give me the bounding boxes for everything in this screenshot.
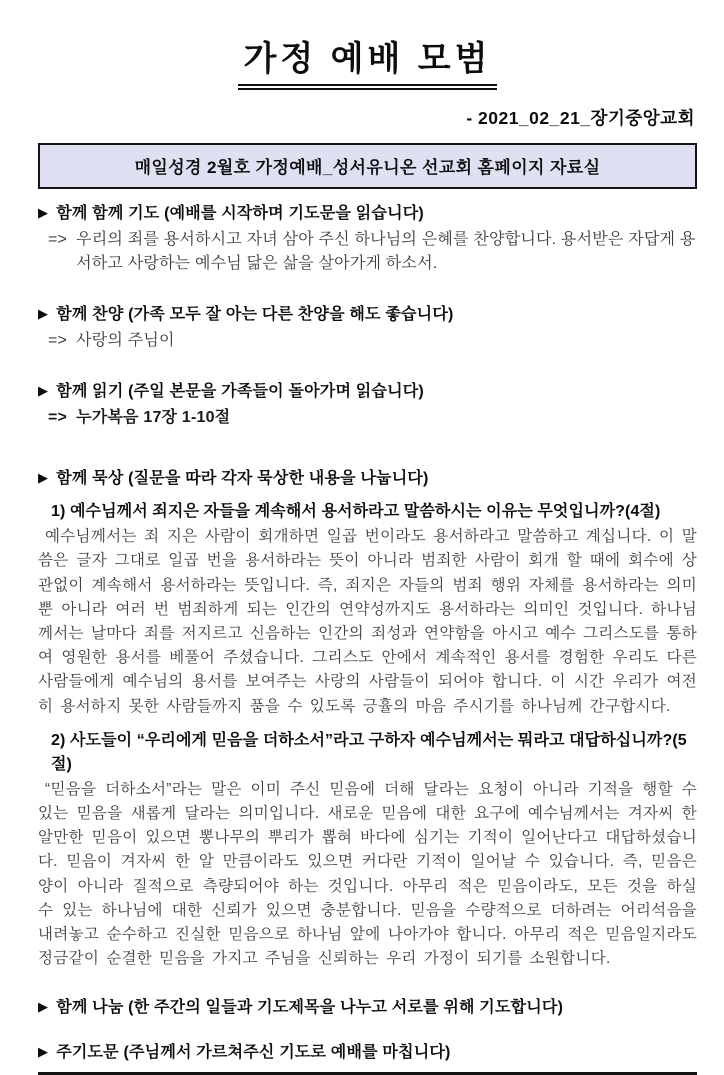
meditation-question-1: 1) 예수님께서 죄지은 자들을 계속해서 용서하라고 말씀하시는 이유는 무엇입니까?(4절): [51, 503, 661, 521]
section-heading-sharing: [38, 996, 697, 1020]
section-heading-prayer-text: 함께 함께 기도 (예배를 시작하며 기도문을 읽습니다): [56, 205, 424, 223]
response-reading: [38, 406, 697, 430]
section-heading-lords-prayer: [38, 1041, 697, 1065]
section-heading-praise: [38, 303, 697, 327]
section-heading-meditation: [38, 467, 697, 491]
response-prayer: [38, 228, 697, 276]
page-title: 가정 예배 모범: [238, 40, 498, 90]
triangle-bullet-icon: ▶: [38, 470, 49, 486]
arrow-marker-icon: =>: [48, 332, 68, 350]
section-heading-prayer: [38, 202, 697, 226]
section-heading-praise-text: 함께 찬양 (가족 모두 잘 아는 다른 찬양을 해도 좋습니다): [56, 306, 454, 324]
title-wrap: [38, 40, 697, 90]
triangle-bullet-icon: ▶: [38, 999, 49, 1015]
section-heading-sharing-text: 함께 나눔 (한 주간의 일들과 기도제목을 나누고 서로를 위해 기도합니다): [56, 999, 564, 1017]
triangle-bullet-icon: ▶: [38, 205, 49, 221]
response-prayer-text: 우리의 죄를 용서하시고 자녀 삼아 주신 하나님의 은혜를 찬양합니다. 용서받은 자답게 용서하고 사랑하는 예수님 닮은 삶을 살아가게 하소서.: [76, 231, 696, 273]
meditation-answer-2: “믿음을 더하소서”라는 말은 이미 주신 믿음에 더해 달라는 요청이 아니라 기적을 행할 수 있는 믿음을 새롭게 달라는 의미입니다. 새로운 믿음에 대한 요구에 예수님께서는 겨자씨 한 알만한 믿음이 있으면 뽕나무의 뿌리가 뽑혀 바다에 심기는 기적이 일어난다고 대답하셨습니다. 믿음이 겨자씨 한 알 만큼이라도 있으면 커다란 기적이 일어날 수 있습니다. 즉, 믿음은 양이 아니라 질적으로 측량되어야 하는 것입니다. 아무리 적은 믿음이라도, 모든 것을 하실 수 있는 하나님에 대한 신뢰가 있으면 충분합니다. 믿음을 수량적으로 더하려는 어리석음을 내려놓고 순수하고 진실한 믿음으로 하나님 앞에 나아가야 합니다. 아무리 적은 믿음일지라도 정금같이 순결한 믿음을 가지고 주님을 신뢰하는 우리 가정이 되기를 소원합니다.: [38, 780, 697, 968]
meditation-answer-1: 예수님께서는 죄 지은 사람이 회개하면 일곱 번이라도 용서하라고 말씀하고 계십니다. 이 말씀은 글자 그대로 일곱 번을 용서하라는 뜻이 아니라 범죄한 사람이 회개 할 때에 회수에 상관없이 계속해서 용서하라는 뜻입니다. 즉, 죄지은 자들의 범죄 행위 자체를 용서하라는 의미 뿐 아니라 여러 번 범죄하게 되는 인간의 연약성까지도 용서하라는 의미인 것입니다. 하나님께서는 날마다 죄를 저지르고 신음하는 인간의 죄성과 연약함을 아시고 예수 그리스도를 통하여 영원한 용서를 베풀어 주셨습니다. 그리스도 안에서 계속적인 용서를 경험한 우리도 다른 사람들에게 예수님의 용서를 보여주는 사랑의 사람들이 되어야 합니다. 이 시간 우리가 여전히 용서하지 못한 사람들까지 품을 수 있도록 긍휼의 마음 주시기를 하나님께 간구합시다.: [38, 528, 697, 715]
source-banner: 매일성경 2월호 가정예배_성서유니온 선교회 홈페이지 자료실: [38, 143, 697, 189]
triangle-bullet-icon: ▶: [38, 306, 49, 322]
section-heading-reading-text: 함께 읽기 (주일 본문을 가족들이 돌아가며 읽습니다): [56, 383, 424, 401]
section-heading-meditation-text: 함께 묵상 (질문을 따라 각자 묵상한 내용을 나눕니다): [56, 470, 429, 488]
arrow-marker-icon: =>: [48, 231, 68, 249]
triangle-bullet-icon: ▶: [38, 1044, 49, 1060]
arrow-marker-icon: =>: [48, 409, 68, 427]
section-heading-reading: [38, 380, 697, 404]
meditation-question-2: 2) 사도들이 “우리에게 믿음을 더하소서”라고 구하자 예수님께서는 뭐라고 대답하십니까?(5절): [51, 731, 687, 773]
triangle-bullet-icon: ▶: [38, 383, 49, 399]
response-praise: [38, 329, 697, 353]
date-church-line: - 2021_02_21_장기중앙교회: [466, 108, 695, 129]
response-praise-text: 사랑의 주님이: [76, 332, 175, 350]
response-reading-text: 누가복음 17장 1-10절: [76, 409, 231, 427]
section-heading-lords-prayer-text: 주기도문 (주님께서 가르쳐주신 기도로 예배를 마칩니다): [56, 1044, 451, 1062]
